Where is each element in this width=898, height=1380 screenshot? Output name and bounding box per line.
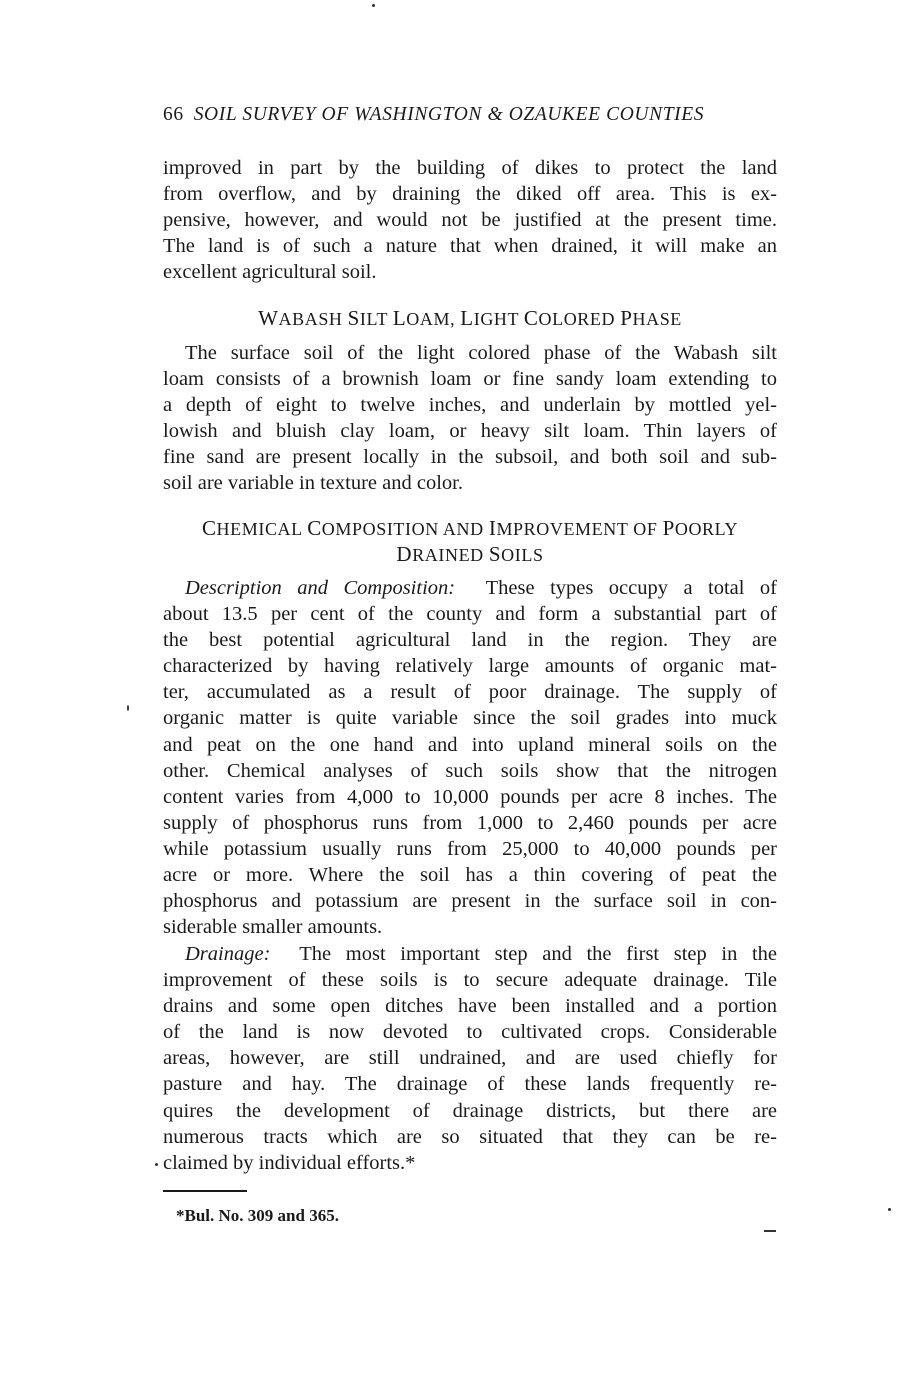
text-line: The surface soil of the light colored phase of the Wabash silt <box>185 342 777 364</box>
text-line: fine sand are present locally in the subsoil, and both soil and sub- <box>163 446 777 469</box>
paragraph-lead: Drainage: <box>185 943 271 965</box>
text-line: siderable smaller amounts. <box>163 916 383 939</box>
text-line: about 13.5 per cent of the county and form a substantial part of <box>163 603 777 626</box>
text-line: pensive, however, and would not be justified at the present time. <box>163 209 777 232</box>
text-line: numerous tracts which are so situated that they can be re- <box>163 1125 777 1148</box>
running-head-title: SOIL SURVEY OF WASHINGTON & OZAUKEE COUNTIES <box>193 104 705 125</box>
text-line: from overflow, and by draining the diked off area. This is ex- <box>163 183 777 206</box>
text-line: drains and some open ditches have been installed and a portion <box>163 995 777 1018</box>
text-line: improvement of these soils is to secure adequate drainage. Tile <box>163 969 777 992</box>
text-line: The land is of such a nature that when drained, it will make an <box>163 235 777 258</box>
text-line: other. Chemical analyses of such soils show that the nitrogen <box>163 759 777 782</box>
text-line: areas, however, are still undrained, and are used chiefly for <box>163 1047 777 1070</box>
text-line: acre or more. Where the soil has a thin covering of peat the <box>163 864 777 887</box>
scan-speck <box>764 1230 776 1232</box>
text-line: Description and Composition: These types occupy a total of <box>185 577 777 599</box>
section-heading-wabash: WABASH SILT LOAM, LIGHT COLORED PHASE <box>258 306 682 330</box>
text-line: loam consists of a brownish loam or fine sandy loam extending to <box>163 368 777 391</box>
scan-speck <box>888 1208 891 1211</box>
paragraph-lead: Description and Composition: <box>185 577 456 599</box>
section-heading-chemical-line1: CHEMICAL COMPOSITION AND IMPROVEMENT OF POORLY <box>201 516 739 540</box>
text-line: phosphorus and potassium are present in the surface soil in con- <box>163 890 777 913</box>
page-number: 66 <box>163 104 184 125</box>
text-line: content varies from 4,000 to 10,000 pounds per acre 8 inches. The <box>163 785 777 808</box>
scan-speck <box>127 705 129 711</box>
intro-paragraph <box>163 155 777 285</box>
text-line: improved in part by the building of dikes to protect the land <box>163 157 777 179</box>
section-heading-chemical-line2: DRAINED SOILS <box>396 542 544 566</box>
footnote-divider <box>163 1190 247 1192</box>
running-head <box>163 104 778 126</box>
text-line: soil are variable in texture and color. <box>163 472 463 495</box>
text-line: quires the development of drainage districts, but there are <box>163 1099 777 1122</box>
text-line: supply of phosphorus runs from 1,000 to 2,460 pounds per acre <box>163 811 777 834</box>
drainage-paragraph <box>163 941 777 1176</box>
text-line: lowish and bluish clay loam, or heavy silt loam. Thin layers of <box>163 420 777 443</box>
text-line: a depth of eight to twelve inches, and underlain by mottled yel- <box>163 394 777 417</box>
text-line: characterized by having relatively large amounts of organic mat- <box>163 655 777 678</box>
text-line: Drainage: The most important step and the first step in the <box>185 943 777 965</box>
scan-speck <box>372 4 375 7</box>
wabash-paragraph <box>163 340 777 497</box>
text-line: organic matter is quite variable since the soil grades into muck <box>163 707 777 730</box>
text-line: the best potential agricultural land in the region. They are <box>163 629 777 652</box>
composition-paragraph <box>163 575 777 940</box>
text-line: claimed by individual efforts.* <box>163 1151 416 1174</box>
text-line: excellent agricultural soil. <box>163 261 377 284</box>
text-line: ter, accumulated as a result of poor drainage. The supply of <box>163 681 777 704</box>
text-line: and peat on the one hand and into upland mineral soils on the <box>163 733 777 756</box>
text-line: of the land is now devoted to cultivated crops. Considerable <box>163 1021 777 1044</box>
footnote: *Bul. No. 309 and 365. <box>176 1206 339 1225</box>
scan-speck <box>155 1163 158 1166</box>
text-line: pasture and hay. The drainage of these lands frequently re- <box>163 1073 777 1096</box>
text-line: while potassium usually runs from 25,000 to 40,000 pounds per <box>163 837 777 860</box>
